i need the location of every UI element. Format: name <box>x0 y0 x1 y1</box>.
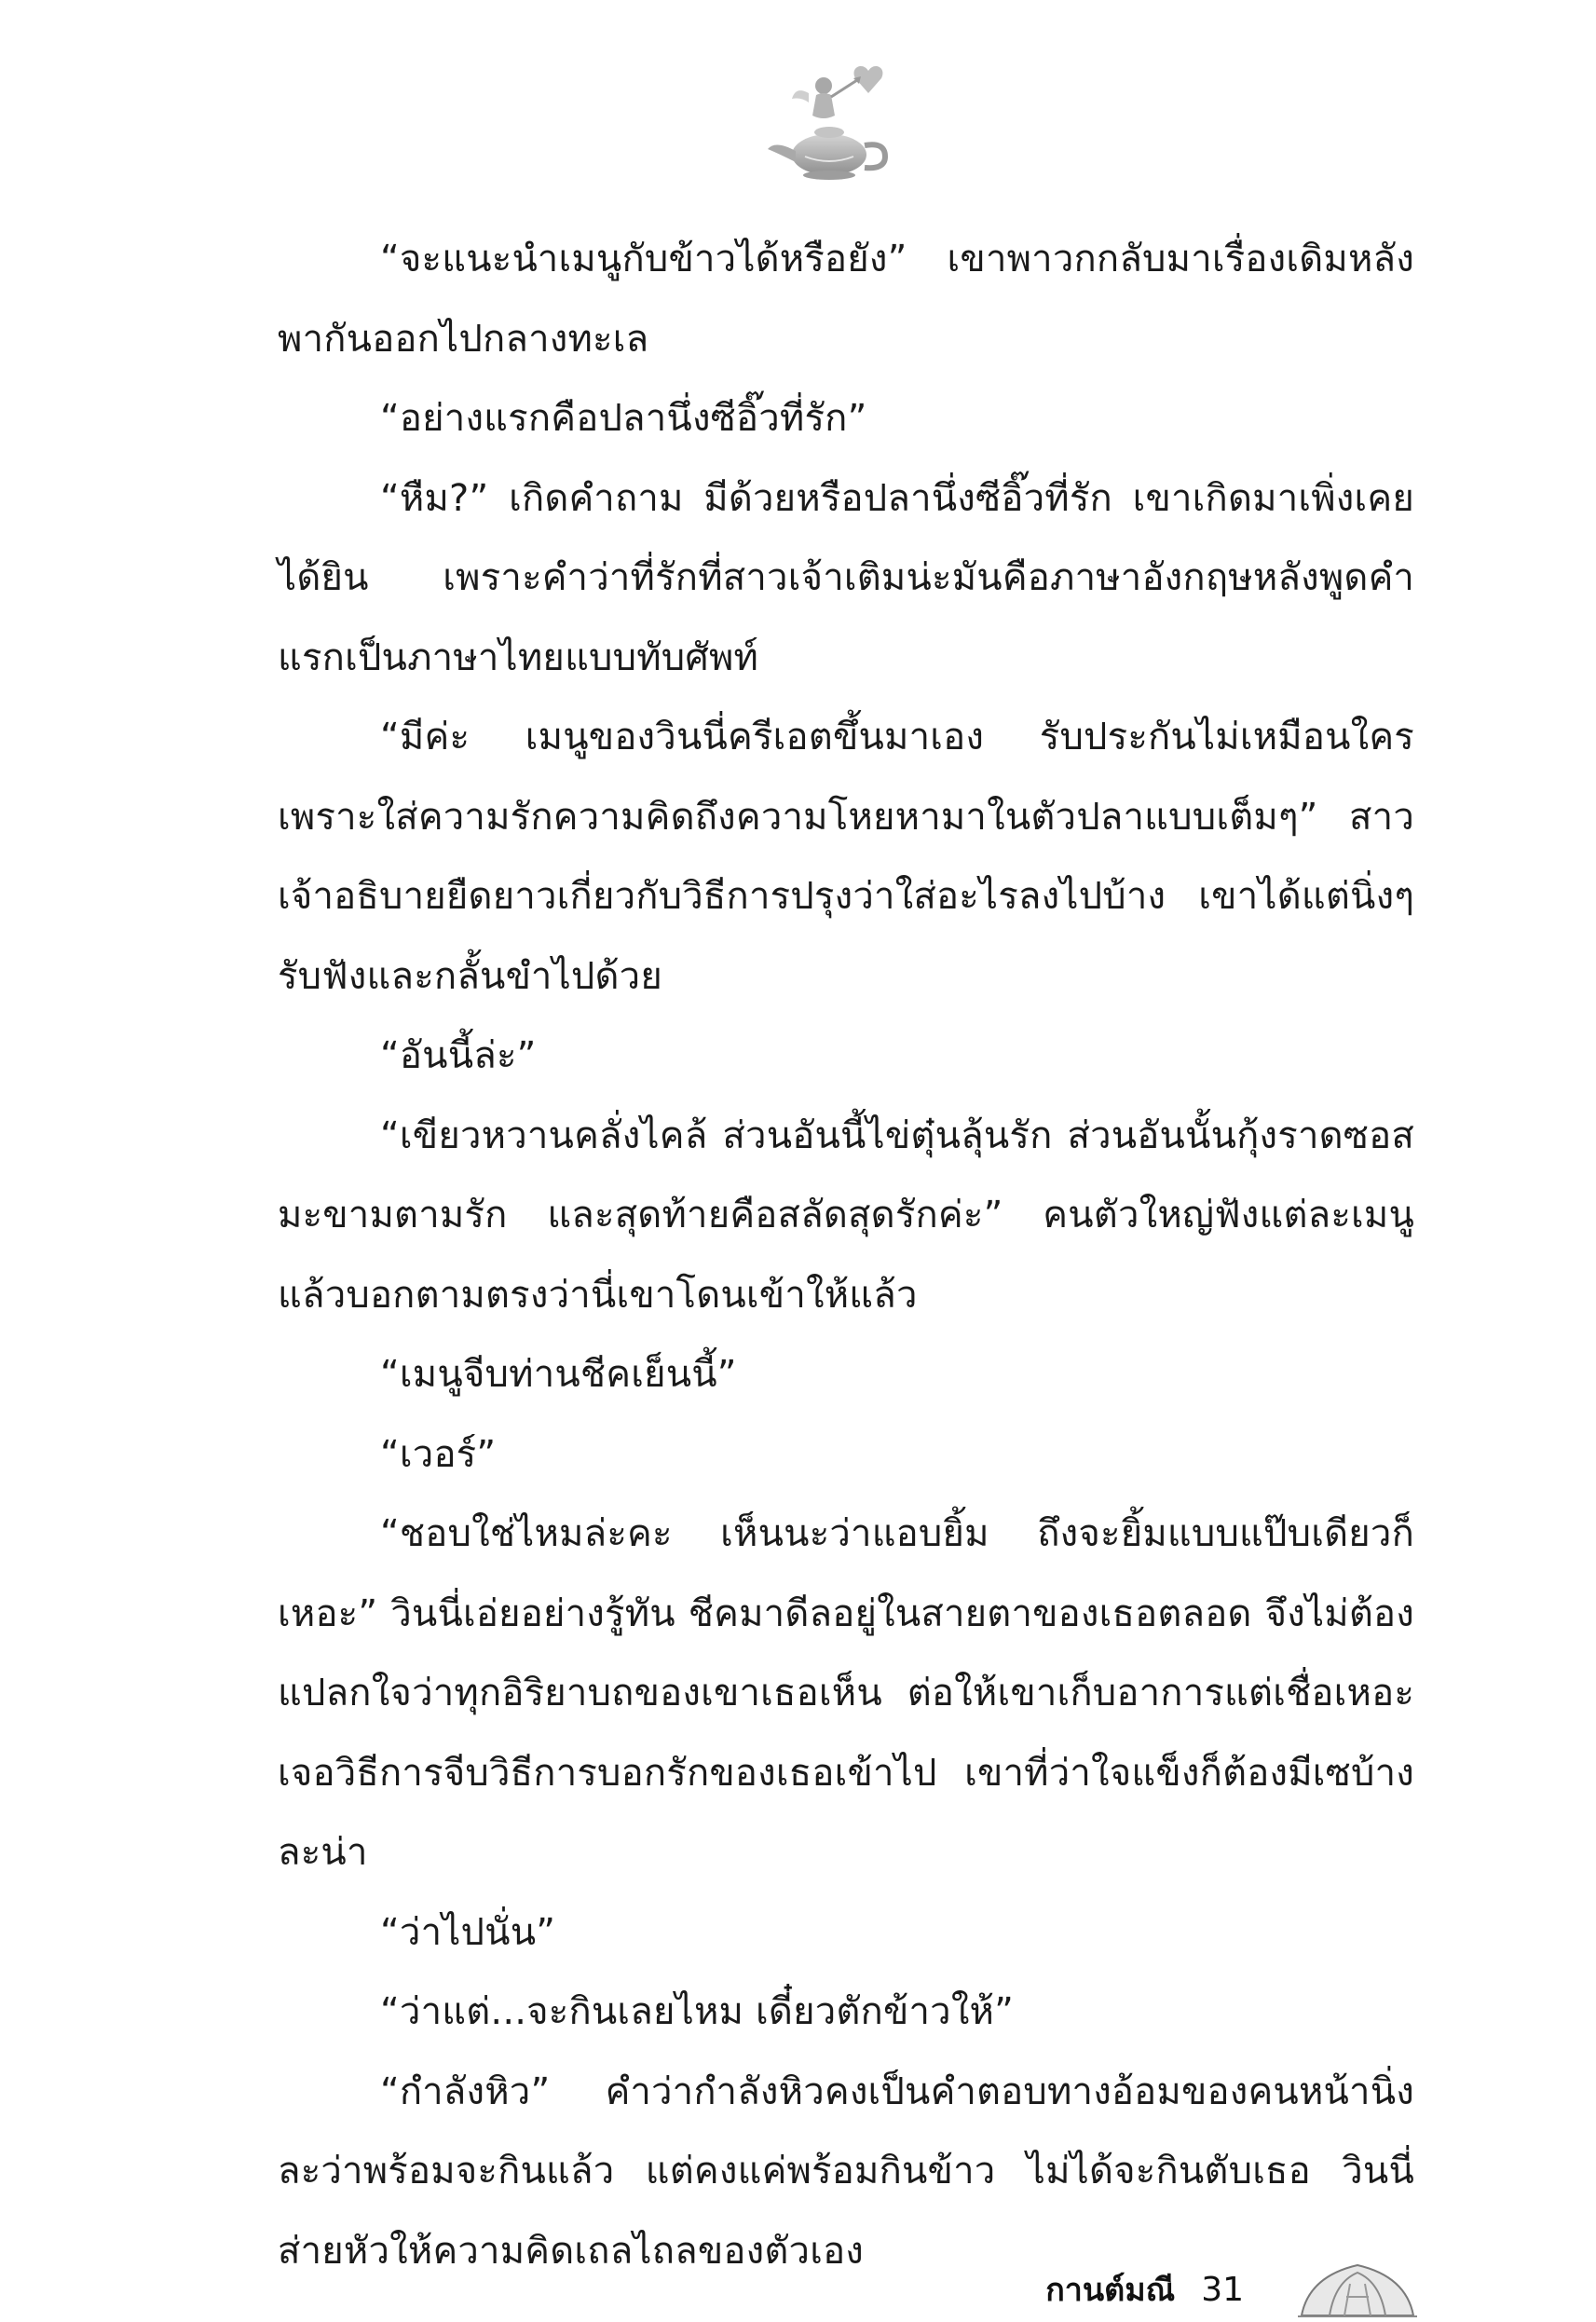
body-text <box>278 220 1414 2291</box>
paragraph: “เวอร์” <box>380 1432 497 1476</box>
paragraph: “ว่าแต่...จะกินเลยไหม เดี๋ยวตักข้าวให้” <box>380 1990 1015 2033</box>
paragraph: “กำลังหิว” คำว่ากำลังหิวคงเป็นคำตอบทางอ้อมของคนหน้านิ่งละว่าพร้อมจะกินแล้ว แต่คงแค่พร้อมกินข้าว ไม่ได้จะกินตับเธอ วินนี่ส่ายหัวให้ความคิดเถลไถลของตัวเอง <box>278 2069 1414 2273</box>
cupid-teapot-ornament-icon <box>764 54 904 194</box>
paragraph: “เมนูจีบท่านชีคเย็นนี้” <box>380 1353 737 1396</box>
paragraph: “อย่างแรกคือปลานึ่งซีอิ๊วที่รัก” <box>380 397 867 440</box>
footer-author: กานต์มณี <box>1045 2272 1176 2309</box>
paragraph: “จะแนะนำเมนูกับข้าวได้หรือยัง” เขาพาวกกลับมาเรื่องเดิมหลังพากันออกไปกลางทะเล <box>278 238 1414 361</box>
page-footer <box>1045 2257 1417 2322</box>
paragraph: “มีค่ะ เมนูของวินนี่ครีเอตขึ้นมาเอง รับประกันไม่เหมือนใคร เพราะใส่ความรักความคิดถึงความโหยหามาในตัวปลาแบบเต็มๆ” สาวเจ้าอธิบายยืดยาวเกี่ยวกับวิธีการปรุงว่าใส่อะไรลงไปบ้าง เขาได้แต่นิ่งๆ รับฟังและกลั้นขำไปด้วย <box>278 716 1414 998</box>
paragraph: “อันนี้ล่ะ” <box>380 1034 537 1077</box>
page-number: 31 <box>1201 2270 1244 2309</box>
paragraph: “ว่าไปนั่น” <box>380 1910 556 1954</box>
paragraph: “เขียวหวานคลั่งไคล้ ส่วนอันนี้ไข่ตุ๋นลุ้นรัก ส่วนอันนั้นกุ้งราดซอสมะขามตามรัก และสุดท้ายคือสลัดสุดรักค่ะ” คนตัวใหญ่ฟังแต่ละเมนูแล้วบอกตามตรงว่านี่เขาโดนเข้าให้แล้ว <box>278 1113 1414 1317</box>
paragraph: “ชอบใช่ไหมล่ะคะ เห็นนะว่าแอบยิ้ม ถึงจะยิ้มแบบแป๊บเดียวก็เหอะ” วินนี่เอ่ยอย่างรู้ทัน ชีคมาดีลอยู่ในสายตาของเธอตลอด จึงไม่ต้องแปลกใจว่าทุกอิริยาบถของเขาเธอเห็น ต่อให้เขาเก็บอาการแต่เชื่อเหอะ เจอวิธีการจีบวิธีการบอกรักของเธอเข้าไป เขาที่ว่าใจแข็งก็ต้องมีเซบ้างละน่า <box>278 1512 1414 1874</box>
tent-ornament-icon <box>1298 2260 1417 2319</box>
paragraph: “หืม?” เกิดคำถาม มีด้วยหรือปลานึ่งซีอิ๊วที่รัก เขาเกิดมาเพิ่งเคยได้ยิน เพราะคำว่าที่รักที่สาวเจ้าเติมน่ะมันคือภาษาอังกฤษหลังพูดคำแรกเป็นภาษาไทยแบบทับศัพท์ <box>278 476 1414 679</box>
